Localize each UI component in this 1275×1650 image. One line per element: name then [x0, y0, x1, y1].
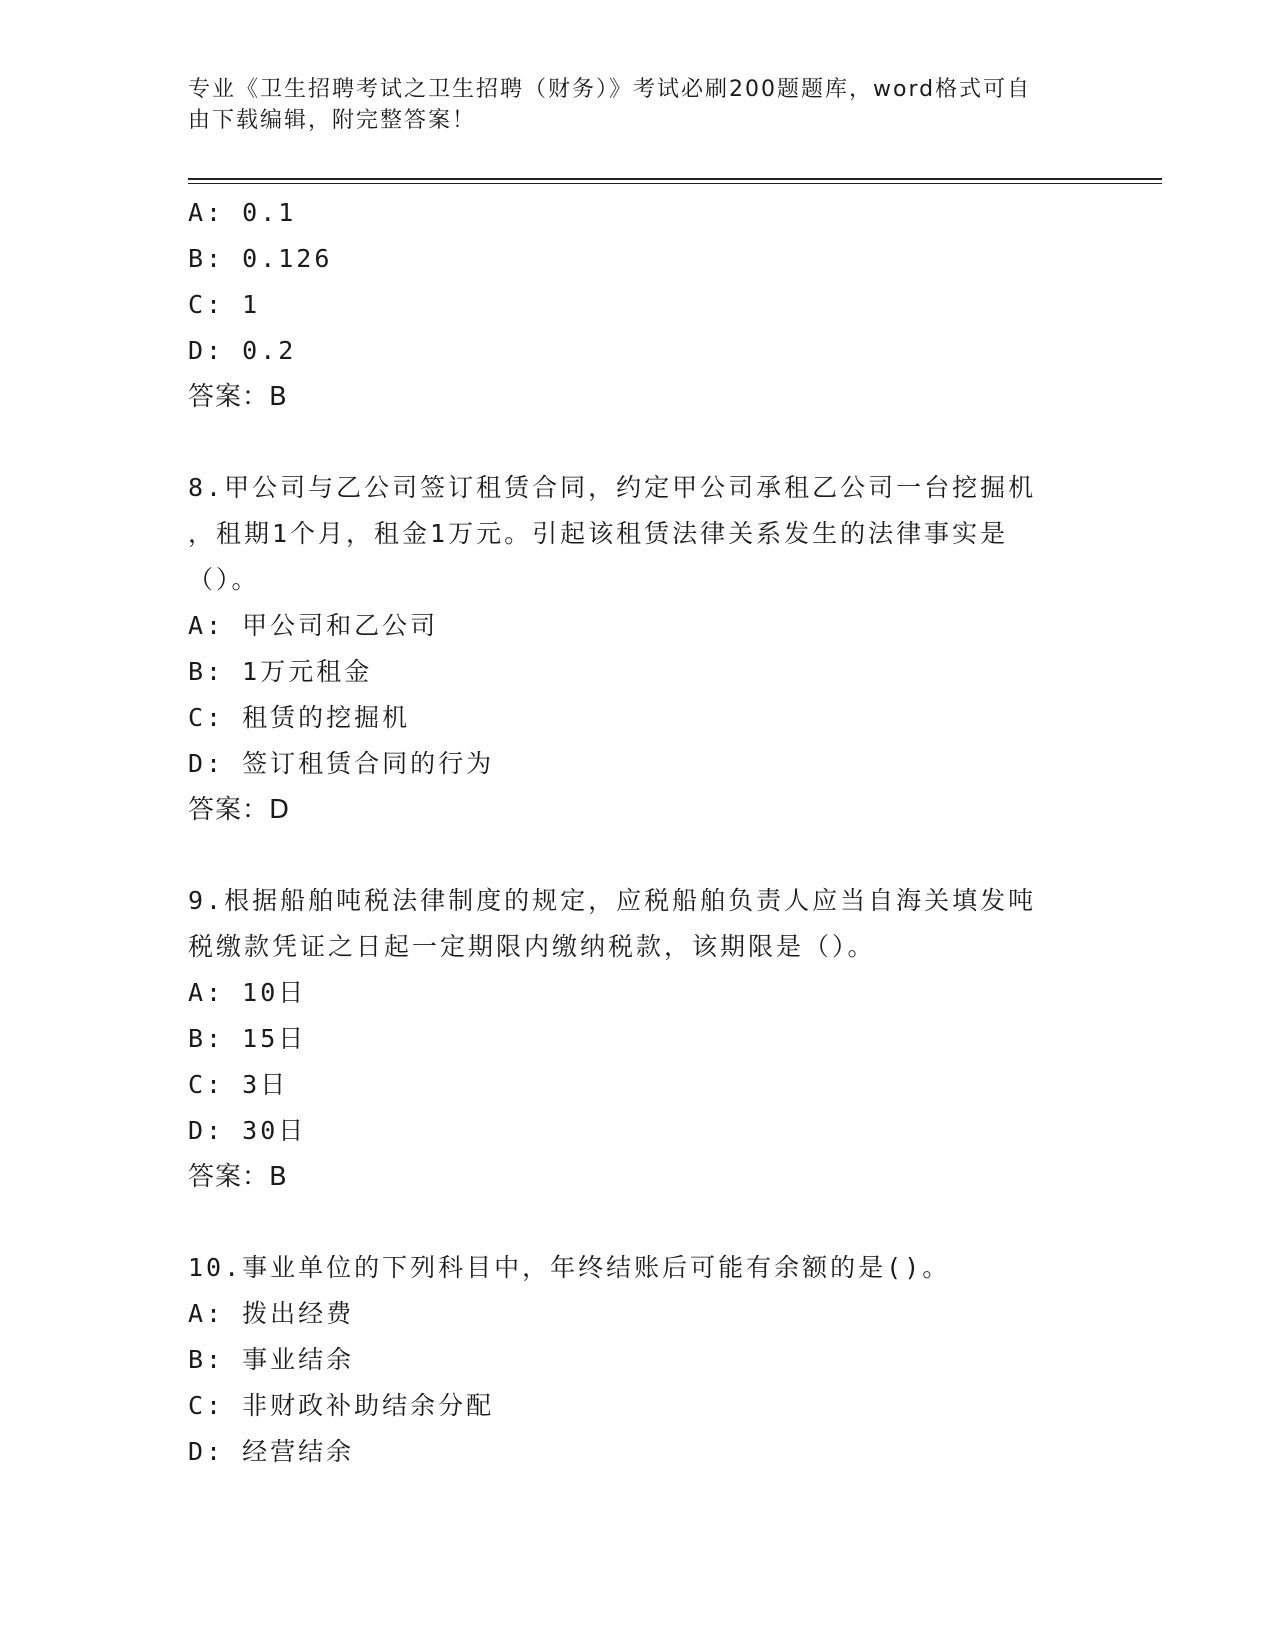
- option-a: A: 0.1: [188, 198, 297, 227]
- option-c: C: 非财政补助结余分配: [188, 1391, 495, 1420]
- answer-line: 答案：B: [188, 1162, 288, 1192]
- question-list: [188, 190, 1088, 1475]
- option-a: A: 10日: [188, 978, 307, 1007]
- option-a: A: 拨出经费: [188, 1299, 355, 1328]
- option-d: D: 30日: [188, 1116, 307, 1145]
- question-7: [188, 190, 1088, 420]
- question-10: [188, 1245, 1088, 1475]
- question-stem-line-2: 税缴款凭证之日起一定期限内缴纳税款，该期限是（）。: [188, 932, 876, 961]
- option-b: B: 1万元租金: [188, 657, 373, 686]
- option-c: C: 3日: [188, 1070, 289, 1099]
- option-c: C: 1: [188, 290, 261, 319]
- answer-line: 答案：D: [188, 795, 291, 825]
- question-stem-line-1: 10.事业单位的下列科目中，年终结账后可能有余额的是()。: [188, 1253, 951, 1282]
- option-a: A: 甲公司和乙公司: [188, 611, 439, 640]
- option-b: B: 0.126: [188, 244, 333, 273]
- header-line-2: 由下载编辑，附完整答案！: [188, 108, 477, 133]
- question-9: [188, 878, 1088, 1200]
- question-stem-line-3: （）。: [188, 565, 260, 594]
- question-stem-line-1: 9.根据船舶吨税法律制度的规定，应税船舶负责人应当自海关填发吨: [188, 886, 1037, 915]
- option-c: C: 租赁的挖掘机: [188, 703, 411, 732]
- answer-line: 答案：B: [188, 382, 288, 412]
- question-stem-line-2: ，租期1个月，租金1万元。引起该租赁法律关系发生的法律事实是: [188, 519, 1009, 548]
- option-d: D: 0.2: [188, 336, 297, 365]
- header-line-1: 专业《卫生招聘考试之卫生招聘（财务）》考试必刷200题题库，word格式可自: [188, 77, 1032, 102]
- document-header: [188, 74, 1068, 136]
- option-d: D: 经营结余: [188, 1437, 355, 1466]
- question-8: [188, 465, 1088, 833]
- option-b: B: 15日: [188, 1024, 307, 1053]
- option-d: D: 签订租赁合同的行为: [188, 749, 495, 778]
- header-divider-thin: [188, 183, 1162, 184]
- question-stem-line-1: 8.甲公司与乙公司签订租赁合同，约定甲公司承租乙公司一台挖掘机: [188, 473, 1037, 502]
- option-b: B: 事业结余: [188, 1345, 355, 1374]
- header-divider-thick: [188, 178, 1162, 180]
